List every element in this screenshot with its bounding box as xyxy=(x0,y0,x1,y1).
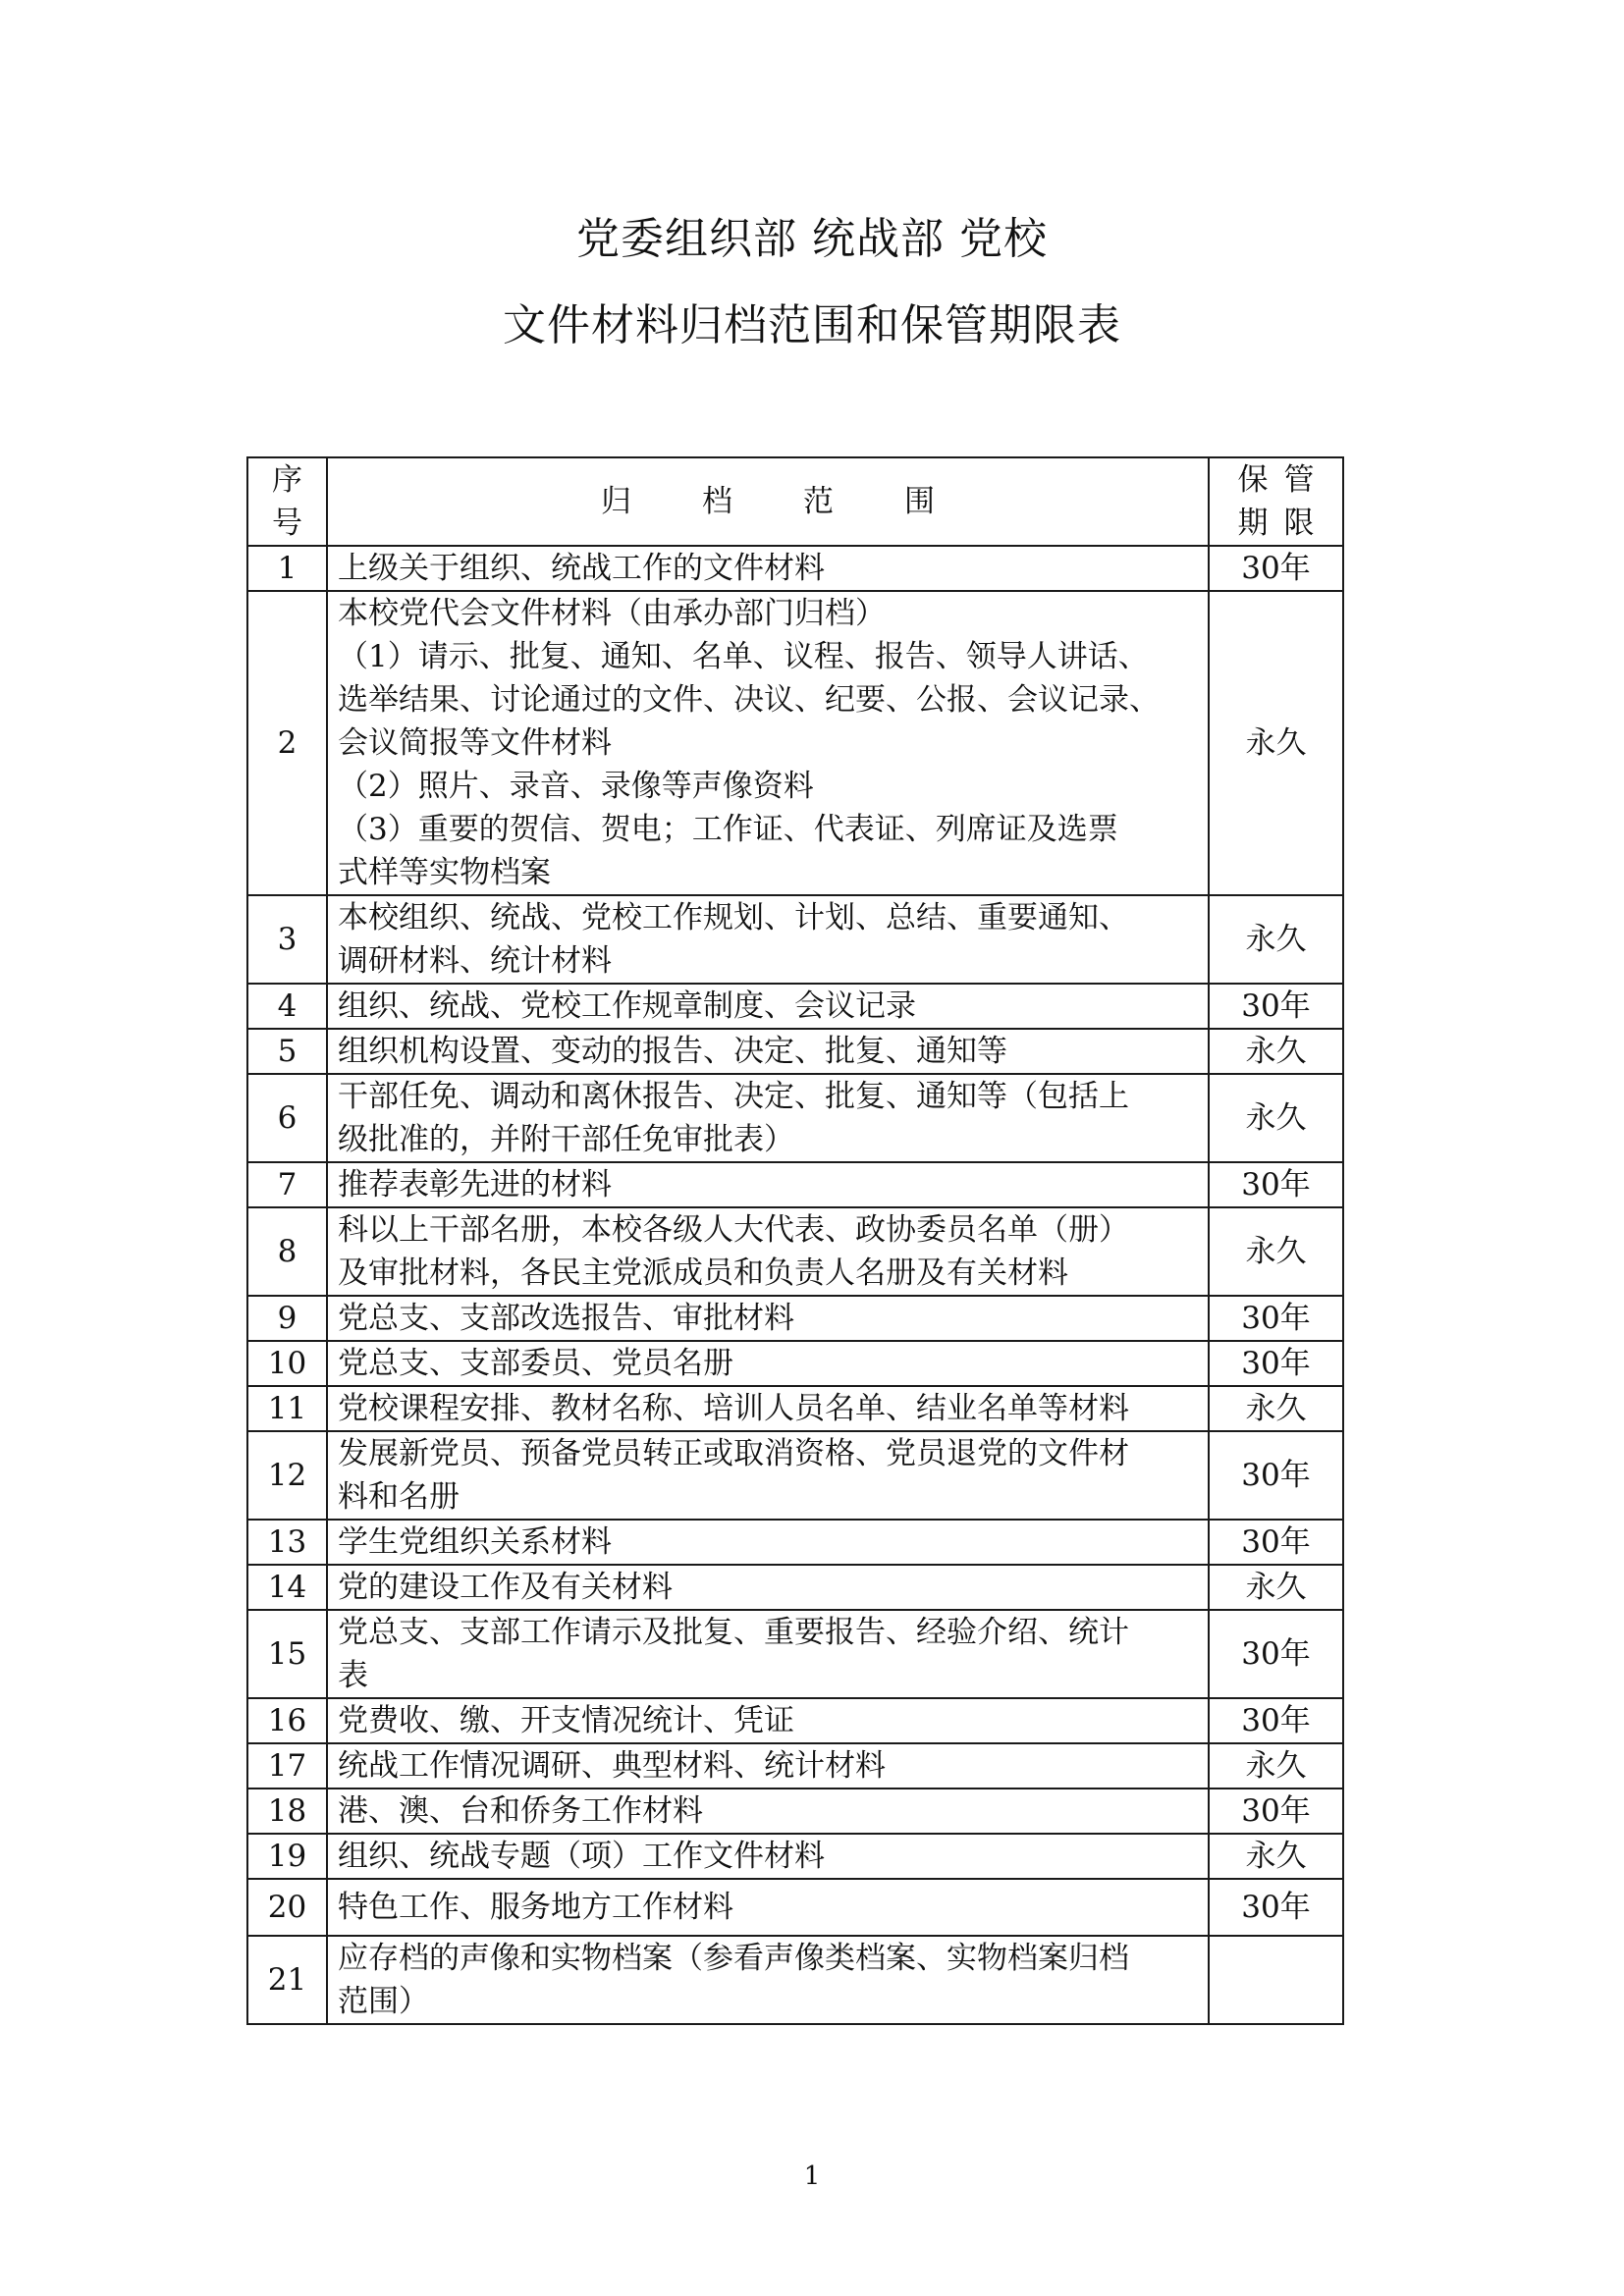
row-archive-scope-line: 应存档的声像和实物档案（参看声像类档案、实物档案归档 xyxy=(338,1941,1129,1976)
table-row xyxy=(247,1341,1343,1386)
row-archive-scope-line: 党总支、支部工作请示及批复、重要报告、经验介绍、统计 xyxy=(338,1615,1129,1650)
row-retention-period xyxy=(1209,1936,1343,2024)
row-archive-scope-line: （3）重要的贺信、贺电；工作证、代表证、列席证及选票 xyxy=(338,812,1118,847)
row-retention-period: 30年 xyxy=(1209,1520,1343,1565)
table-row xyxy=(247,1029,1343,1074)
row-archive-scope xyxy=(327,1610,1209,1698)
table-row xyxy=(247,1698,1343,1743)
row-archive-scope-line: 党费收、缴、开支情况统计、凭证 xyxy=(338,1703,794,1738)
row-archive-scope xyxy=(327,1296,1209,1341)
table-header-row xyxy=(247,457,1343,546)
row-archive-scope-line: 党的建设工作及有关材料 xyxy=(338,1570,673,1605)
row-archive-scope-line: 范围） xyxy=(338,1984,429,2019)
row-retention-period: 永久 xyxy=(1209,1029,1343,1074)
row-archive-scope-line: 推荐表彰先进的材料 xyxy=(338,1167,612,1202)
table-row xyxy=(247,1162,1343,1207)
row-archive-scope-line: 发展新党员、预备党员转正或取消资格、党员退党的文件材 xyxy=(338,1436,1129,1471)
row-archive-scope-line: （1）请示、批复、通知、名单、议程、报告、领导人讲话、 xyxy=(338,639,1149,674)
header-serial-number xyxy=(247,457,327,546)
table-row xyxy=(247,1296,1343,1341)
table-row xyxy=(247,591,1343,895)
row-retention-period: 30年 xyxy=(1209,984,1343,1029)
row-archive-scope-line: 党校课程安排、教材名称、培训人员名单、结业名单等材料 xyxy=(338,1391,1129,1426)
row-serial-number: 7 xyxy=(247,1162,327,1207)
row-archive-scope xyxy=(327,591,1209,895)
row-retention-period: 30年 xyxy=(1209,1341,1343,1386)
header-retention-period xyxy=(1209,457,1343,546)
table-row xyxy=(247,1207,1343,1296)
row-retention-period: 30年 xyxy=(1209,1789,1343,1834)
table-row xyxy=(247,1834,1343,1879)
header-archive-scope xyxy=(327,457,1209,546)
row-serial-number: 13 xyxy=(247,1520,327,1565)
row-serial-number: 12 xyxy=(247,1431,327,1520)
row-serial-number: 2 xyxy=(247,591,327,895)
table-row xyxy=(247,1610,1343,1698)
table-row xyxy=(247,984,1343,1029)
row-retention-period: 永久 xyxy=(1209,1207,1343,1296)
row-archive-scope xyxy=(327,1029,1209,1074)
row-archive-scope-line: 组织机构设置、变动的报告、决定、批复、通知等 xyxy=(338,1034,1007,1069)
row-archive-scope xyxy=(327,1936,1209,2024)
row-retention-period: 永久 xyxy=(1209,1386,1343,1431)
header-retention-period-line: 期限 xyxy=(1237,506,1330,541)
row-retention-period: 永久 xyxy=(1209,1743,1343,1789)
table-row xyxy=(247,546,1343,591)
row-archive-scope-line: 式样等实物档案 xyxy=(338,855,551,890)
table-row xyxy=(247,1386,1343,1431)
header-serial-number-line: 号 xyxy=(272,506,302,541)
row-serial-number: 14 xyxy=(247,1565,327,1610)
document-title-line-1: 党委组织部 统战部 党校 xyxy=(576,214,1048,264)
table-row xyxy=(247,1743,1343,1789)
row-archive-scope xyxy=(327,1698,1209,1743)
header-archive-scope-label: 归档范围 xyxy=(601,484,1005,519)
row-archive-scope-line: 特色工作、服务地方工作材料 xyxy=(338,1890,733,1925)
row-archive-scope-line: 级批准的，并附干部任免审批表） xyxy=(338,1122,794,1157)
row-archive-scope-line: 干部任免、调动和离休报告、决定、批复、通知等（包括上 xyxy=(338,1079,1129,1114)
row-serial-number: 9 xyxy=(247,1296,327,1341)
row-archive-scope-line: （2）照片、录音、录像等声像资料 xyxy=(338,769,814,804)
row-archive-scope-line: 组织、统战专题（项）工作文件材料 xyxy=(338,1839,825,1874)
row-archive-scope xyxy=(327,1834,1209,1879)
table-row xyxy=(247,1936,1343,2024)
row-archive-scope xyxy=(327,1207,1209,1296)
row-serial-number: 4 xyxy=(247,984,327,1029)
row-retention-period: 30年 xyxy=(1209,1698,1343,1743)
row-serial-number: 19 xyxy=(247,1834,327,1879)
row-retention-period: 永久 xyxy=(1209,1074,1343,1162)
document-title-line-2: 文件材料归档范围和保管期限表 xyxy=(503,300,1121,350)
row-archive-scope-line: 调研材料、统计材料 xyxy=(338,943,612,979)
row-serial-number: 6 xyxy=(247,1074,327,1162)
row-retention-period: 永久 xyxy=(1209,591,1343,895)
row-retention-period: 30年 xyxy=(1209,1879,1343,1936)
row-archive-scope xyxy=(327,1341,1209,1386)
row-archive-scope xyxy=(327,1520,1209,1565)
table-row xyxy=(247,1879,1343,1936)
row-retention-period: 30年 xyxy=(1209,1431,1343,1520)
row-serial-number: 20 xyxy=(247,1879,327,1936)
header-serial-number-line: 序 xyxy=(272,462,302,498)
row-archive-scope xyxy=(327,984,1209,1029)
row-serial-number: 8 xyxy=(247,1207,327,1296)
row-serial-number: 21 xyxy=(247,1936,327,2024)
row-archive-scope xyxy=(327,895,1209,984)
row-archive-scope xyxy=(327,1431,1209,1520)
row-serial-number: 18 xyxy=(247,1789,327,1834)
table-body xyxy=(247,546,1343,2024)
archive-scope-table xyxy=(246,456,1344,2025)
row-archive-scope xyxy=(327,1879,1209,1936)
row-retention-period: 永久 xyxy=(1209,1565,1343,1610)
row-archive-scope-line: 料和名册 xyxy=(338,1479,460,1515)
row-archive-scope-line: 党总支、支部委员、党员名册 xyxy=(338,1346,733,1381)
row-serial-number: 1 xyxy=(247,546,327,591)
row-serial-number: 17 xyxy=(247,1743,327,1789)
row-retention-period: 30年 xyxy=(1209,1610,1343,1698)
table-row xyxy=(247,1565,1343,1610)
row-archive-scope-line: 统战工作情况调研、典型材料、统计材料 xyxy=(338,1748,886,1784)
row-serial-number: 11 xyxy=(247,1386,327,1431)
table-row xyxy=(247,1431,1343,1520)
table-row xyxy=(247,1789,1343,1834)
row-archive-scope xyxy=(327,1386,1209,1431)
row-retention-period: 30年 xyxy=(1209,1162,1343,1207)
row-retention-period: 30年 xyxy=(1209,1296,1343,1341)
row-serial-number: 10 xyxy=(247,1341,327,1386)
row-archive-scope-line: 党总支、支部改选报告、审批材料 xyxy=(338,1301,794,1336)
table-row xyxy=(247,1520,1343,1565)
table-row xyxy=(247,895,1343,984)
row-archive-scope-line: 及审批材料，各民主党派成员和负责人名册及有关材料 xyxy=(338,1255,1068,1291)
row-archive-scope xyxy=(327,1789,1209,1834)
row-archive-scope-line: 本校组织、统战、党校工作规划、计划、总结、重要通知、 xyxy=(338,900,1129,935)
row-archive-scope xyxy=(327,546,1209,591)
row-archive-scope-line: 会议简报等文件材料 xyxy=(338,725,612,761)
page-number: 1 xyxy=(803,2162,821,2191)
header-retention-period-line: 保管 xyxy=(1237,462,1330,498)
row-archive-scope-line: 本校党代会文件材料（由承办部门归档） xyxy=(338,596,886,631)
row-archive-scope-line: 上级关于组织、统战工作的文件材料 xyxy=(338,551,825,586)
row-archive-scope xyxy=(327,1074,1209,1162)
row-archive-scope-line: 选举结果、讨论通过的文件、决议、纪要、公报、会议记录、 xyxy=(338,682,1160,718)
row-serial-number: 3 xyxy=(247,895,327,984)
row-retention-period: 永久 xyxy=(1209,1834,1343,1879)
row-archive-scope xyxy=(327,1565,1209,1610)
row-archive-scope-line: 表 xyxy=(338,1658,368,1693)
row-serial-number: 16 xyxy=(247,1698,327,1743)
row-archive-scope-line: 学生党组织关系材料 xyxy=(338,1524,612,1560)
row-retention-period: 永久 xyxy=(1209,895,1343,984)
row-serial-number: 15 xyxy=(247,1610,327,1698)
row-archive-scope-line: 组织、统战、党校工作规章制度、会议记录 xyxy=(338,988,916,1024)
row-archive-scope-line: 港、澳、台和侨务工作材料 xyxy=(338,1793,703,1829)
table-row xyxy=(247,1074,1343,1162)
row-serial-number: 5 xyxy=(247,1029,327,1074)
row-archive-scope xyxy=(327,1162,1209,1207)
row-retention-period: 30年 xyxy=(1209,546,1343,591)
row-archive-scope xyxy=(327,1743,1209,1789)
row-archive-scope-line: 科以上干部名册，本校各级人大代表、政协委员名单（册） xyxy=(338,1212,1129,1248)
